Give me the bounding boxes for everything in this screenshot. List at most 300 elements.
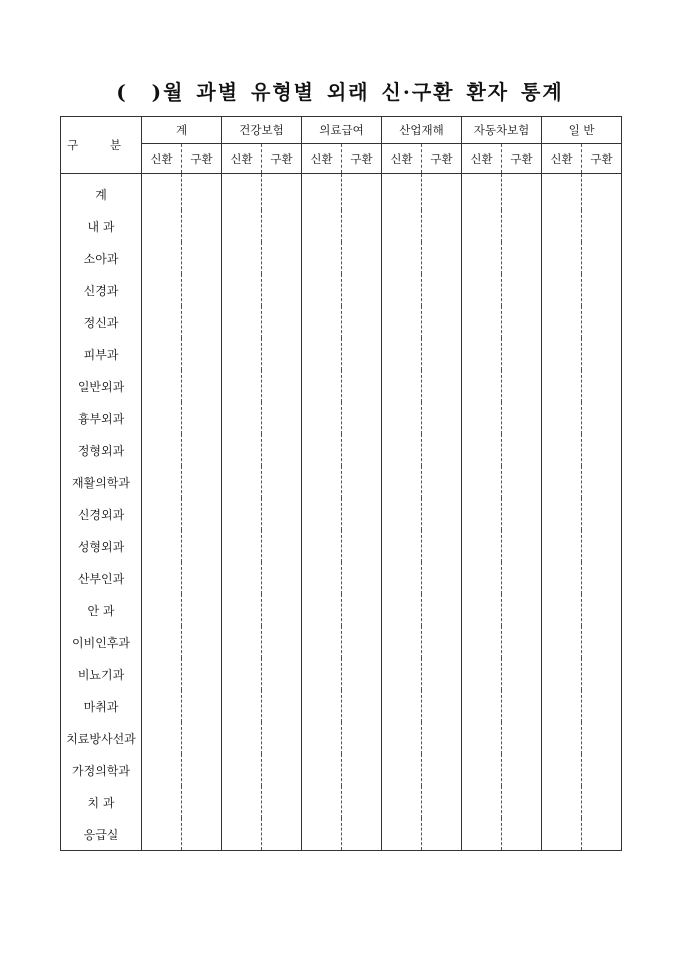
cell-returning-patient	[342, 174, 382, 211]
cell-new-patient	[302, 210, 342, 242]
cell-new-patient	[542, 594, 582, 626]
cell-new-patient	[302, 402, 342, 434]
cell-returning-patient	[502, 338, 542, 370]
table-row	[61, 562, 622, 594]
cell-new-patient	[382, 562, 422, 594]
row-label: 재활의학과	[61, 466, 142, 498]
cell-returning-patient	[342, 690, 382, 722]
cell-new-patient	[142, 626, 182, 658]
row-label: 치 과	[61, 786, 142, 818]
cell-new-patient	[382, 370, 422, 402]
cell-returning-patient	[182, 210, 222, 242]
header-row-groups	[61, 117, 622, 144]
cell-returning-patient	[262, 786, 302, 818]
cell-new-patient	[462, 658, 502, 690]
cell-new-patient	[142, 594, 182, 626]
cell-new-patient	[462, 434, 502, 466]
cell-new-patient	[542, 210, 582, 242]
cell-new-patient	[222, 242, 262, 274]
cell-new-patient	[142, 402, 182, 434]
table-row	[61, 466, 622, 498]
cell-new-patient	[222, 434, 262, 466]
cell-new-patient	[542, 786, 582, 818]
cell-new-patient	[542, 274, 582, 306]
cell-returning-patient	[182, 562, 222, 594]
group-header-general: 일 반	[542, 117, 622, 144]
cell-returning-patient	[262, 530, 302, 562]
cell-returning-patient	[582, 466, 622, 498]
cell-returning-patient	[182, 626, 222, 658]
cell-new-patient	[302, 754, 342, 786]
cell-returning-patient	[262, 466, 302, 498]
cell-returning-patient	[582, 402, 622, 434]
cell-returning-patient	[502, 562, 542, 594]
cell-new-patient	[382, 210, 422, 242]
cell-returning-patient	[502, 594, 542, 626]
cell-returning-patient	[262, 722, 302, 754]
table-row	[61, 274, 622, 306]
row-label: 소아과	[61, 242, 142, 274]
subheader-returning-patient: 구환	[582, 144, 622, 174]
row-label: 신경과	[61, 274, 142, 306]
cell-returning-patient	[182, 690, 222, 722]
cell-new-patient	[142, 690, 182, 722]
cell-new-patient	[142, 306, 182, 338]
cell-returning-patient	[582, 174, 622, 211]
cell-returning-patient	[342, 338, 382, 370]
row-label: 피부과	[61, 338, 142, 370]
cell-new-patient	[462, 242, 502, 274]
table-row	[61, 690, 622, 722]
cell-returning-patient	[502, 690, 542, 722]
cell-new-patient	[462, 786, 502, 818]
cell-new-patient	[542, 498, 582, 530]
row-label: 산부인과	[61, 562, 142, 594]
cell-returning-patient	[182, 722, 222, 754]
subheader-new-patient: 신환	[142, 144, 182, 174]
cell-returning-patient	[342, 466, 382, 498]
cell-new-patient	[462, 338, 502, 370]
cell-new-patient	[542, 174, 582, 211]
subheader-new-patient: 신환	[462, 144, 502, 174]
cell-new-patient	[382, 274, 422, 306]
cell-returning-patient	[182, 498, 222, 530]
cell-returning-patient	[422, 306, 462, 338]
row-label: 흉부외과	[61, 402, 142, 434]
cell-returning-patient	[582, 786, 622, 818]
cell-new-patient	[302, 562, 342, 594]
cell-returning-patient	[422, 498, 462, 530]
cell-returning-patient	[582, 498, 622, 530]
cell-returning-patient	[502, 274, 542, 306]
cell-new-patient	[302, 658, 342, 690]
cell-new-patient	[302, 174, 342, 211]
cell-new-patient	[542, 722, 582, 754]
table-row	[61, 210, 622, 242]
cell-returning-patient	[502, 722, 542, 754]
cell-new-patient	[142, 174, 182, 211]
cell-new-patient	[222, 562, 262, 594]
cell-returning-patient	[182, 594, 222, 626]
cell-returning-patient	[262, 690, 302, 722]
cell-new-patient	[382, 338, 422, 370]
cell-new-patient	[462, 210, 502, 242]
cell-returning-patient	[502, 786, 542, 818]
table-row	[61, 594, 622, 626]
cell-new-patient	[142, 818, 182, 851]
cell-new-patient	[382, 818, 422, 851]
cell-new-patient	[142, 658, 182, 690]
cell-new-patient	[302, 786, 342, 818]
cell-returning-patient	[502, 402, 542, 434]
row-label: 신경외과	[61, 498, 142, 530]
cell-returning-patient	[422, 722, 462, 754]
cell-new-patient	[542, 658, 582, 690]
cell-returning-patient	[182, 174, 222, 211]
cell-new-patient	[542, 530, 582, 562]
cell-new-patient	[382, 754, 422, 786]
cell-returning-patient	[342, 274, 382, 306]
cell-returning-patient	[262, 210, 302, 242]
cell-returning-patient	[582, 594, 622, 626]
cell-new-patient	[302, 306, 342, 338]
cell-new-patient	[542, 818, 582, 851]
cell-returning-patient	[422, 754, 462, 786]
cell-returning-patient	[342, 626, 382, 658]
cell-new-patient	[542, 466, 582, 498]
cell-new-patient	[382, 466, 422, 498]
cell-returning-patient	[182, 338, 222, 370]
cell-returning-patient	[262, 306, 302, 338]
row-label: 이비인후과	[61, 626, 142, 658]
cell-new-patient	[382, 786, 422, 818]
cell-returning-patient	[262, 658, 302, 690]
subheader-new-patient: 신환	[542, 144, 582, 174]
cell-returning-patient	[422, 786, 462, 818]
cell-returning-patient	[342, 754, 382, 786]
cell-returning-patient	[342, 306, 382, 338]
cell-returning-patient	[502, 370, 542, 402]
cell-returning-patient	[502, 626, 542, 658]
subheader-returning-patient: 구환	[502, 144, 542, 174]
cell-returning-patient	[182, 530, 222, 562]
cell-returning-patient	[182, 754, 222, 786]
cell-new-patient	[542, 626, 582, 658]
cell-returning-patient	[342, 818, 382, 851]
cell-returning-patient	[422, 466, 462, 498]
row-label: 정신과	[61, 306, 142, 338]
table-row	[61, 626, 622, 658]
cell-returning-patient	[582, 722, 622, 754]
cell-new-patient	[222, 466, 262, 498]
subheader-returning-patient: 구환	[182, 144, 222, 174]
cell-new-patient	[142, 562, 182, 594]
cell-returning-patient	[582, 210, 622, 242]
cell-returning-patient	[422, 338, 462, 370]
table-row	[61, 242, 622, 274]
cell-new-patient	[382, 626, 422, 658]
cell-new-patient	[302, 690, 342, 722]
cell-new-patient	[382, 498, 422, 530]
cell-new-patient	[222, 754, 262, 786]
group-header-total: 계	[142, 117, 222, 144]
cell-new-patient	[142, 466, 182, 498]
cell-returning-patient	[582, 658, 622, 690]
cell-returning-patient	[582, 370, 622, 402]
cell-returning-patient	[422, 594, 462, 626]
row-label: 일반외과	[61, 370, 142, 402]
cell-new-patient	[142, 530, 182, 562]
cell-new-patient	[302, 274, 342, 306]
cell-returning-patient	[502, 242, 542, 274]
group-header-health-insurance: 건강보험	[222, 117, 302, 144]
cell-new-patient	[382, 594, 422, 626]
cell-new-patient	[302, 818, 342, 851]
cell-new-patient	[142, 370, 182, 402]
cell-new-patient	[382, 530, 422, 562]
cell-returning-patient	[582, 530, 622, 562]
cell-new-patient	[142, 434, 182, 466]
cell-returning-patient	[502, 498, 542, 530]
cell-returning-patient	[262, 338, 302, 370]
row-label: 치료방사선과	[61, 722, 142, 754]
table-row	[61, 754, 622, 786]
cell-returning-patient	[502, 174, 542, 211]
cell-new-patient	[222, 210, 262, 242]
cell-returning-patient	[422, 530, 462, 562]
cell-returning-patient	[262, 370, 302, 402]
page-title: ( )월 과별 유형별 외래 신·구환 환자 통계	[116, 80, 564, 104]
row-label: 내 과	[61, 210, 142, 242]
cell-new-patient	[462, 174, 502, 211]
cell-new-patient	[462, 370, 502, 402]
cell-returning-patient	[342, 658, 382, 690]
row-label: 계	[61, 174, 142, 211]
cell-new-patient	[302, 466, 342, 498]
cell-returning-patient	[262, 434, 302, 466]
row-label: 안 과	[61, 594, 142, 626]
subheader-returning-patient: 구환	[342, 144, 382, 174]
row-label: 성형외과	[61, 530, 142, 562]
cell-returning-patient	[502, 466, 542, 498]
cell-returning-patient	[262, 402, 302, 434]
cell-returning-patient	[182, 402, 222, 434]
cell-new-patient	[382, 690, 422, 722]
group-header-auto-insurance: 자동차보험	[462, 117, 542, 144]
cell-new-patient	[302, 722, 342, 754]
table-row	[61, 818, 622, 851]
cell-returning-patient	[502, 434, 542, 466]
cell-returning-patient	[582, 690, 622, 722]
cell-returning-patient	[582, 562, 622, 594]
cell-returning-patient	[342, 498, 382, 530]
cell-returning-patient	[422, 434, 462, 466]
cell-new-patient	[462, 754, 502, 786]
cell-new-patient	[142, 754, 182, 786]
cell-returning-patient	[342, 530, 382, 562]
table-body	[61, 174, 622, 851]
cell-new-patient	[222, 274, 262, 306]
group-header-industrial-accident: 산업재해	[382, 117, 462, 144]
cell-returning-patient	[582, 626, 622, 658]
cell-new-patient	[462, 690, 502, 722]
cell-returning-patient	[502, 658, 542, 690]
cell-returning-patient	[262, 498, 302, 530]
cell-new-patient	[222, 370, 262, 402]
cell-new-patient	[462, 818, 502, 851]
cell-new-patient	[542, 402, 582, 434]
cell-new-patient	[222, 658, 262, 690]
cell-returning-patient	[582, 818, 622, 851]
cell-new-patient	[462, 498, 502, 530]
table-row	[61, 434, 622, 466]
cell-returning-patient	[182, 370, 222, 402]
cell-returning-patient	[182, 434, 222, 466]
cell-returning-patient	[182, 818, 222, 851]
cell-new-patient	[222, 786, 262, 818]
subheader-returning-patient: 구환	[422, 144, 462, 174]
cell-new-patient	[542, 434, 582, 466]
cell-new-patient	[382, 722, 422, 754]
cell-returning-patient	[182, 274, 222, 306]
table-row	[61, 658, 622, 690]
cell-returning-patient	[502, 754, 542, 786]
cell-new-patient	[302, 626, 342, 658]
cell-new-patient	[142, 338, 182, 370]
cell-returning-patient	[422, 818, 462, 851]
cell-returning-patient	[342, 370, 382, 402]
cell-returning-patient	[342, 402, 382, 434]
table-row	[61, 338, 622, 370]
cell-new-patient	[542, 338, 582, 370]
statistics-table	[60, 116, 622, 851]
cell-new-patient	[462, 594, 502, 626]
cell-new-patient	[222, 338, 262, 370]
cell-new-patient	[142, 786, 182, 818]
cell-new-patient	[222, 626, 262, 658]
cell-returning-patient	[422, 626, 462, 658]
cell-returning-patient	[182, 658, 222, 690]
cell-returning-patient	[582, 434, 622, 466]
cell-returning-patient	[182, 242, 222, 274]
row-label: 마취과	[61, 690, 142, 722]
cell-new-patient	[222, 402, 262, 434]
cell-returning-patient	[182, 466, 222, 498]
table-row	[61, 174, 622, 211]
cell-returning-patient	[502, 818, 542, 851]
table-row	[61, 786, 622, 818]
cell-new-patient	[462, 274, 502, 306]
table-row	[61, 306, 622, 338]
cell-returning-patient	[182, 306, 222, 338]
cell-returning-patient	[422, 562, 462, 594]
row-label: 가정의학과	[61, 754, 142, 786]
cell-new-patient	[302, 338, 342, 370]
cell-returning-patient	[262, 274, 302, 306]
subheader-new-patient: 신환	[222, 144, 262, 174]
cell-new-patient	[462, 306, 502, 338]
cell-returning-patient	[342, 786, 382, 818]
cell-returning-patient	[582, 274, 622, 306]
cell-new-patient	[302, 594, 342, 626]
cell-returning-patient	[422, 274, 462, 306]
cell-returning-patient	[262, 594, 302, 626]
table-row	[61, 722, 622, 754]
cell-returning-patient	[262, 626, 302, 658]
cell-new-patient	[542, 754, 582, 786]
cell-returning-patient	[262, 174, 302, 211]
cell-new-patient	[382, 658, 422, 690]
cell-new-patient	[382, 434, 422, 466]
cell-new-patient	[302, 370, 342, 402]
cell-returning-patient	[262, 818, 302, 851]
cell-returning-patient	[262, 562, 302, 594]
cell-returning-patient	[342, 722, 382, 754]
cell-returning-patient	[502, 306, 542, 338]
cell-new-patient	[302, 498, 342, 530]
table-row	[61, 498, 622, 530]
cell-new-patient	[462, 530, 502, 562]
cell-new-patient	[462, 402, 502, 434]
cell-new-patient	[222, 594, 262, 626]
cell-new-patient	[222, 306, 262, 338]
cell-returning-patient	[502, 210, 542, 242]
cell-new-patient	[222, 174, 262, 211]
cell-new-patient	[222, 498, 262, 530]
cell-returning-patient	[422, 658, 462, 690]
cell-new-patient	[542, 370, 582, 402]
header-row-subcolumns	[61, 144, 622, 174]
cell-new-patient	[382, 402, 422, 434]
cell-returning-patient	[582, 754, 622, 786]
cell-returning-patient	[342, 210, 382, 242]
cell-returning-patient	[422, 210, 462, 242]
subheader-new-patient: 신환	[302, 144, 342, 174]
subheader-new-patient: 신환	[382, 144, 422, 174]
cell-new-patient	[142, 274, 182, 306]
cell-returning-patient	[422, 690, 462, 722]
cell-returning-patient	[342, 242, 382, 274]
cell-returning-patient	[582, 242, 622, 274]
cell-new-patient	[142, 210, 182, 242]
cell-new-patient	[542, 242, 582, 274]
cell-returning-patient	[262, 242, 302, 274]
cell-new-patient	[382, 174, 422, 211]
cell-new-patient	[542, 306, 582, 338]
cell-returning-patient	[262, 754, 302, 786]
cell-returning-patient	[502, 530, 542, 562]
cell-new-patient	[462, 722, 502, 754]
table-row	[61, 402, 622, 434]
cell-returning-patient	[342, 434, 382, 466]
row-label: 정형외과	[61, 434, 142, 466]
cell-returning-patient	[182, 786, 222, 818]
cell-new-patient	[142, 498, 182, 530]
cell-new-patient	[462, 562, 502, 594]
table-row	[61, 370, 622, 402]
cell-returning-patient	[342, 594, 382, 626]
row-label: 응급실	[61, 818, 142, 851]
cell-new-patient	[462, 466, 502, 498]
cell-returning-patient	[342, 562, 382, 594]
cell-new-patient	[222, 722, 262, 754]
cell-returning-patient	[422, 370, 462, 402]
cell-new-patient	[542, 690, 582, 722]
cell-new-patient	[222, 818, 262, 851]
cell-returning-patient	[422, 242, 462, 274]
table-row	[61, 530, 622, 562]
group-header-medical-aid: 의료급여	[302, 117, 382, 144]
